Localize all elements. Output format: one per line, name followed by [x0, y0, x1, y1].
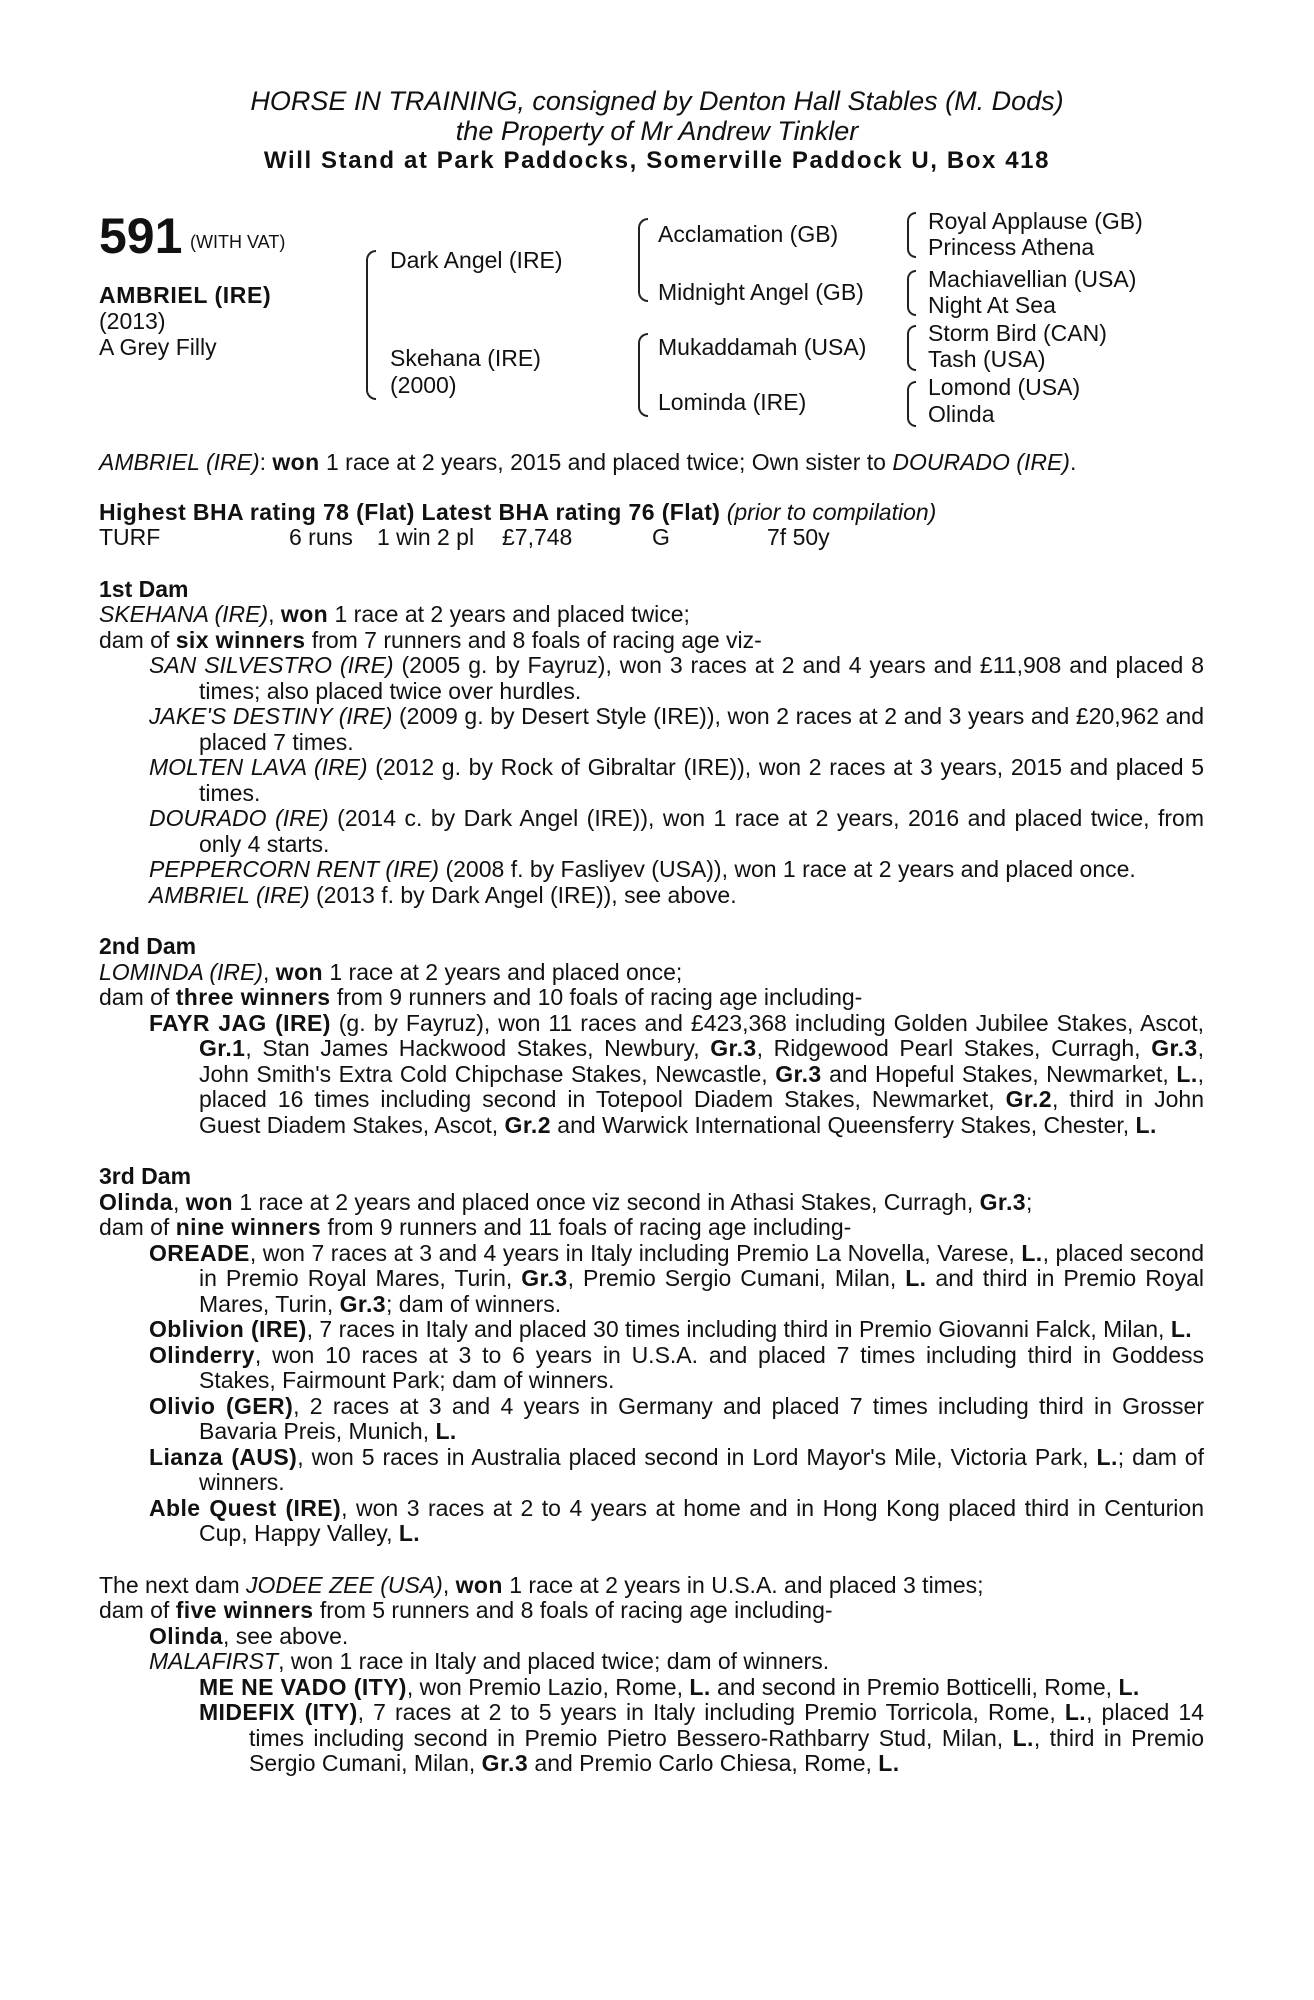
- turf-record: TURF 6 runs 1 win 2 pl £7,748 G 7f 50y: [99, 524, 830, 550]
- progeny-item: OREADE, won 7 races at 3 and 4 years in Italy including Premio La Novella, Varese, L., placed second in Premio Royal Mares, Turin, Gr.3, Premio Sergio Cumani, Milan, L. and third in Premio Royal Mares, Turin, Gr.3; dam of winners.: [149, 1239, 1204, 1317]
- progeny-item: FAYR JAG (IRE) (g. by Fayruz), won 11 races and £423,368 including Golden Jubilee Stakes, Ascot, Gr.1, Stan James Hackwood Stakes, Newbury, Gr.3, Ridgewood Pearl Stakes, Curragh, Gr.3, John Smith's Extra Cold Chipchase Stakes, Newcastle, Gr.3 and Hopeful Stakes, Newmarket, L., placed 16 times including second in Totepool Diadem Stakes, Newmarket, Gr.2, third in John Guest Diadem Stakes, Ascot, Gr.2 and Warwick International Queensferry Stakes, Chester, L.: [149, 1009, 1205, 1138]
- pedigree-brace-3c: [907, 325, 916, 371]
- foaling-year: (2013): [99, 308, 166, 334]
- race-summary: AMBRIEL (IRE): won 1 race at 2 years, 2015 and placed twice; Own sister to DOURADO (IRE).: [99, 449, 1077, 475]
- progeny-item: PEPPERCORN RENT (IRE) (2008 f. by Fasliyev (USA)), won 1 race at 2 years and placed once.: [149, 856, 1136, 882]
- pedigree-brace-3b: [907, 270, 916, 316]
- progeny-item: DOURADO (IRE) (2014 c. by Dark Angel (IRE)), won 1 race at 2 years, 2016 and placed twice, from only 4 starts.: [149, 805, 1204, 857]
- horse-name: AMBRIEL (IRE): [99, 282, 272, 308]
- pedigree-dsd: Tash (USA): [928, 346, 1046, 372]
- progeny-item: Oblivion (IRE), 7 races in Italy and placed 30 times including third in Premio Giovanni Falck, Milan, L.: [149, 1316, 1193, 1342]
- pedigree-sire: Dark Angel (IRE): [390, 247, 563, 273]
- pedigree-dam-dam: Lominda (IRE): [658, 389, 807, 415]
- progeny-item: Olivio (GER), 2 races at 3 and 4 years in Germany and placed 7 times including third in Grosser Bavaria Preis, Munich, L.: [149, 1392, 1204, 1444]
- progeny-item: Lianza (AUS), won 5 races in Australia placed second in Lord Mayor's Mile, Victoria Park, L.; dam of winners.: [149, 1443, 1204, 1495]
- first-dam-heading: 1st Dam: [99, 575, 189, 602]
- progeny-item: Olinderry, won 10 races at 3 to 6 years in U.S.A. and placed 7 times including third in Goddess Stakes, Fairmount Park; dam of winners.: [149, 1341, 1204, 1393]
- progeny-item: MIDEFIX (ITY), 7 races at 2 to 5 years in Italy including Premio Torricola, Rome, L., placed 14 times including second in Premio Pietro Bessero-Rathbarry Stud, Milan, L., third in Premio Sergio Cumani, Milan, Gr.3 and Premio Carlo Chiesa, Rome, L.: [199, 1699, 1205, 1776]
- second-dam-heading: 2nd Dam: [99, 933, 197, 959]
- pedigree-ssd: Princess Athena: [928, 234, 1095, 260]
- pedigree-sire-sire: Acclamation (GB): [658, 221, 839, 247]
- pedigree-dam: Skehana (IRE): [390, 345, 541, 371]
- pedigree-dds: Lomond (USA): [928, 374, 1081, 400]
- pedigree-brace-3d: [907, 381, 916, 427]
- third-dam-heading: 3rd Dam: [99, 1163, 192, 1189]
- pedigree-dam-year: (2000): [390, 372, 457, 398]
- next-dam-produce: dam of five winners from 5 runners and 8 foals of racing age including-: [99, 1597, 833, 1623]
- progeny-item: AMBRIEL (IRE) (2013 f. by Dark Angel (IRE)), see above.: [149, 881, 737, 908]
- property-line: the Property of Mr Andrew Tinkler: [455, 116, 859, 146]
- progeny-item: ME NE VADO (ITY), won Premio Lazio, Rome, L. and second in Premio Botticelli, Rome, L.: [199, 1673, 1140, 1700]
- third-dam-produce: dam of nine winners from 9 runners and 11 foals of racing age including-: [99, 1214, 852, 1240]
- bha-rating: Highest BHA rating 78 (Flat) Latest BHA rating 76 (Flat) (prior to compilation): [99, 498, 937, 525]
- second-dam-produce: dam of three winners from 9 runners and 10 foals of racing age including-: [99, 984, 863, 1010]
- progeny-item: Olinda, see above.: [149, 1622, 349, 1649]
- location-line: Will Stand at Park Paddocks, Somerville Paddock U, Box 418: [263, 147, 1051, 174]
- pedigree-dss: Storm Bird (CAN): [928, 320, 1107, 346]
- third-dam-line: Olinda, won 1 race at 2 years and placed once viz second in Athasi Stakes, Curragh, Gr.3;: [99, 1188, 1033, 1215]
- progeny-item: JAKE'S DESTINY (IRE) (2009 g. by Desert Style (IRE)), won 2 races at 2 and 3 years and £20,962 and placed 7 times.: [149, 703, 1204, 755]
- pedigree-brace-3a: [907, 212, 916, 258]
- pedigree-brace-gen1: [366, 250, 376, 400]
- pedigree-sss: Royal Applause (GB): [928, 208, 1143, 234]
- progeny-item: MALAFIRST, won 1 race in Italy and placed twice; dam of winners.: [149, 1648, 830, 1674]
- catalogue-body: [99, 450, 1204, 1777]
- next-dam-line: The next dam JODEE ZEE (USA), won 1 race at 2 years in U.S.A. and placed 3 times;: [99, 1571, 984, 1598]
- pedigree-brace-sire: [638, 218, 648, 302]
- first-dam-produce: dam of six winners from 7 runners and 8 foals of racing age viz-: [99, 626, 762, 653]
- pedigree-sds: Machiavellian (USA): [928, 266, 1137, 292]
- horse-description: A Grey Filly: [99, 334, 217, 360]
- lot-number: 591: [99, 208, 183, 264]
- second-dam-line: LOMINDA (IRE), won 1 race at 2 years and placed once;: [99, 958, 683, 985]
- consignor-line: HORSE IN TRAINING, consigned by Denton Hall Stables (M. Dods): [250, 86, 1064, 116]
- progeny-item: Able Quest (IRE), won 3 races at 2 to 4 years at home and in Hong Kong placed third in Centurion Cup, Happy Valley, L.: [149, 1494, 1204, 1546]
- pedigree-dam-sire: Mukaddamah (USA): [658, 334, 867, 360]
- first-dam-line: SKEHANA (IRE), won 1 race at 2 years and placed twice;: [99, 601, 690, 627]
- pedigree-sire-dam: Midnight Angel (GB): [658, 279, 864, 305]
- pedigree-sdd: Night At Sea: [928, 292, 1056, 318]
- vat-note: (WITH VAT): [190, 232, 286, 252]
- pedigree-brace-dam: [638, 333, 648, 417]
- progeny-item: SAN SILVESTRO (IRE) (2005 g. by Fayruz), won 3 races at 2 and 4 years and £11,908 and placed 8 times; also placed twice over hurdles.: [149, 652, 1204, 704]
- progeny-item: MOLTEN LAVA (IRE) (2012 g. by Rock of Gibraltar (IRE)), won 2 races at 3 years, 2015 and placed 5 times.: [149, 754, 1204, 806]
- pedigree-ddd: Olinda: [928, 401, 995, 427]
